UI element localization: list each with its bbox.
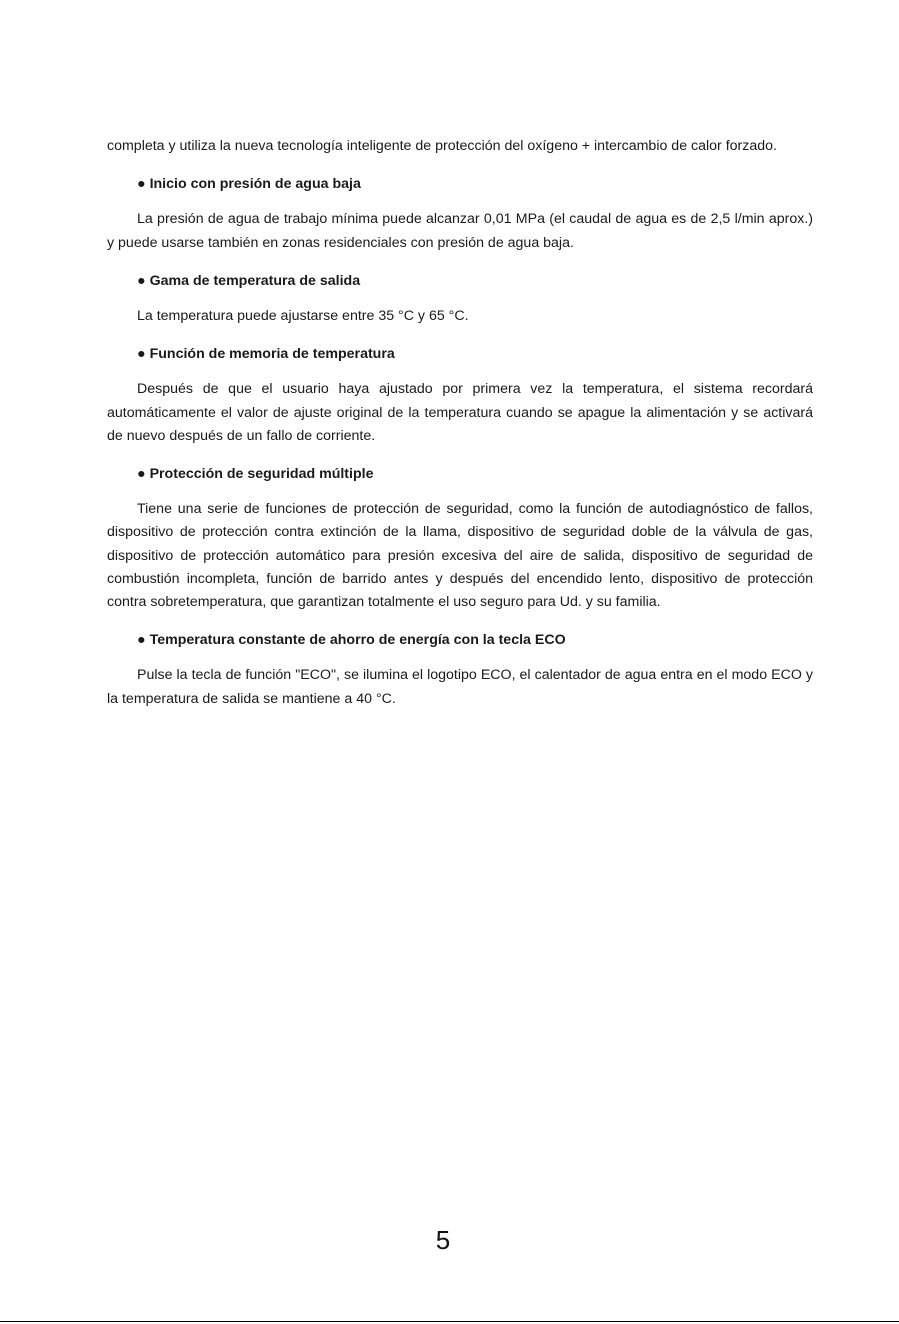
section-body: La temperatura puede ajustarse entre 35 °C y 65 °C. xyxy=(137,308,469,325)
document-page xyxy=(107,135,813,711)
section-heading-text: Protección de seguridad múltiple xyxy=(149,466,374,483)
section-heading-text: Función de memoria de temperatura xyxy=(149,346,395,363)
section-heading xyxy=(107,270,813,293)
section-heading-text: Temperatura constante de ahorro de energía con la tecla ECO xyxy=(149,632,566,649)
bullet-icon: ● xyxy=(137,176,146,193)
section-safety-protection xyxy=(107,463,813,614)
section-heading xyxy=(107,343,813,366)
bottom-divider xyxy=(0,1321,899,1322)
section-body: La presión de agua de trabajo mínima puede alcanzar 0,01 MPa (el caudal de agua es de 2,5 l/min aprox.) y puede usarse también en zonas residenciales con presión de agua baja. xyxy=(107,211,813,251)
page-number: 5 xyxy=(435,1225,451,1255)
section-eco-key xyxy=(107,629,813,711)
bullet-icon: ● xyxy=(137,272,146,289)
section-body: Después de que el usuario haya ajustado por primera vez la temperatura, el sistema recordará automáticamente el valor de ajuste original de la temperatura cuando se apague la alimentación y se activará de nuevo después de un fallo de corriente. xyxy=(107,381,813,444)
section-heading xyxy=(107,173,813,196)
bullet-icon: ● xyxy=(137,466,146,483)
section-heading-text: Gama de temperatura de salida xyxy=(149,272,361,289)
bullet-icon: ● xyxy=(137,346,146,363)
section-body: Pulse la tecla de función "ECO", se ilumina el logotipo ECO, el calentador de agua entra en el modo ECO y la temperatura de salida se mantiene a 40 °C. xyxy=(107,667,813,707)
section-heading xyxy=(107,463,813,486)
section-heading xyxy=(107,629,813,652)
bullet-icon: ● xyxy=(137,632,146,649)
section-body: Tiene una serie de funciones de protección de seguridad, como la función de autodiagnóstico de fallos, dispositivo de protección contra extinción de la llama, dispositivo de seguridad doble de la válvula de gas, dispositivo de protección automático para presión excesiva del aire de salida, dispositivo de seguridad de combustión incompleta, función de barrido antes y después del encendido lento, dispositivo de protección contra sobretemperatura, que garantizan totalmente el uso seguro para Ud. y su familia. xyxy=(107,501,813,611)
section-temperature-memory xyxy=(107,343,813,448)
section-heading-text: Inicio con presión de agua baja xyxy=(149,176,361,193)
section-low-pressure xyxy=(107,173,813,255)
intro-paragraph: completa y utiliza la nueva tecnología inteligente de protección del oxígeno + intercambio de calor forzado. xyxy=(107,138,777,154)
section-temperature-range xyxy=(107,270,813,328)
